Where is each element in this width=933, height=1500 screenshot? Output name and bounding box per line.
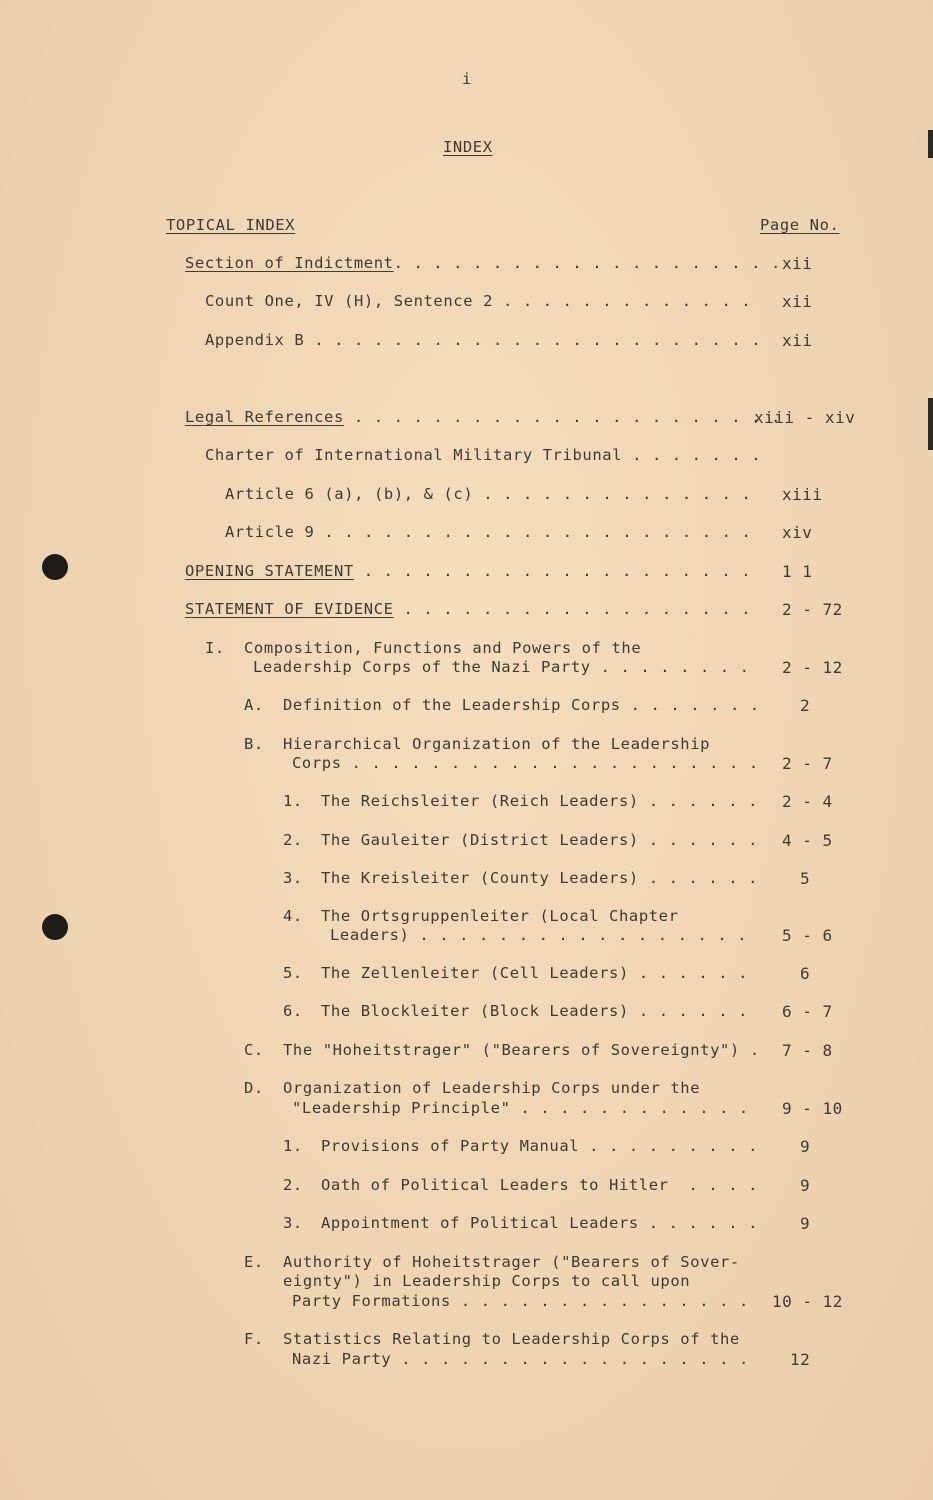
index-entry: [321, 792, 758, 811]
edge-mark: [928, 398, 933, 450]
entry-page: 6: [800, 964, 811, 983]
dot-leader: . . . . . . . . . . . . . . . . . . . .: [363, 562, 752, 580]
entry-text: Appointment of Political Leaders: [321, 1214, 639, 1232]
dot-leader: . . . . . . . . . . . . . . . . . . . . . .: [353, 408, 781, 426]
index-entry: [321, 964, 748, 983]
entry-page: 7 - 8: [782, 1041, 833, 1060]
entry-number: B.: [244, 735, 264, 753]
entry-page: 6 - 7: [782, 1002, 833, 1021]
dot-leader: . . . . . . . . . . . . . . . . . .: [403, 600, 752, 618]
entry-page: xiii - xiv: [754, 408, 856, 427]
dot-leader: . . . . . .: [648, 831, 759, 849]
index-entry: [283, 696, 760, 715]
punch-hole: [42, 914, 68, 940]
entry-text: Statistics Relating to Leadership Corps of the: [283, 1330, 740, 1348]
index-entry: [253, 658, 750, 677]
entry-number: I.: [205, 639, 225, 657]
edge-mark: [928, 130, 933, 158]
entry-page: xiv: [782, 523, 813, 542]
entry-number: 5.: [283, 964, 303, 982]
index-entry: [205, 446, 761, 465]
entry-page: xii: [782, 331, 813, 350]
entry-text: OPENING STATEMENT: [185, 562, 354, 580]
entry-number: 3.: [283, 869, 303, 887]
index-entry: [292, 754, 759, 773]
entry-text: Definition of the Leadership Corps: [283, 696, 621, 714]
entry-number: 2.: [283, 1176, 303, 1194]
entry-text: The "Hoheitstrager" ("Bearers of Sovereignty"): [283, 1041, 740, 1059]
dot-leader: . . . . . . . . . . . .: [520, 1099, 749, 1117]
dot-leader: . . . . . . . . . . . . .: [502, 292, 752, 310]
entry-text: Legal References: [185, 408, 344, 426]
entry-page: 9: [800, 1137, 811, 1156]
dot-leader: . . . . . . . . . . . . . . . . . . . . . .: [324, 523, 752, 541]
entry-page: 9 - 10: [782, 1099, 843, 1118]
entry-text: The Blockleiter (Block Leaders): [321, 1002, 629, 1020]
entry-text: Article 9: [225, 523, 315, 541]
entry-page: 2 - 7: [782, 754, 833, 773]
entry-text: The Zellenleiter (Cell Leaders): [321, 964, 629, 982]
punch-hole: [42, 554, 68, 580]
entry-text: Hierarchical Organization of the Leadership: [283, 735, 711, 753]
entry-page: xii: [782, 292, 813, 311]
entry-number: F.: [244, 1330, 264, 1348]
dot-leader: . . . . . . . . . . . . . . . . . . . . .: [351, 754, 759, 772]
page-no-heading: Page No.: [760, 216, 840, 234]
index-entry: [185, 254, 781, 273]
entry-page: 9: [800, 1176, 811, 1195]
index-entry: [205, 292, 751, 311]
index-entry: [321, 1176, 758, 1195]
entry-text-cont: Party Formations: [292, 1292, 451, 1310]
dot-leader: . . . . . . . . . . . . . . . . . .: [401, 1350, 749, 1368]
dot-leader: . . . . . . . . . . . . . . . . . . . .: [393, 254, 781, 272]
entry-page: 10 - 12: [772, 1292, 843, 1311]
page-title: INDEX: [443, 138, 493, 156]
entry-text-cont: Leaders): [330, 926, 410, 944]
entry-page: xiii: [782, 485, 823, 504]
entry-number: E.: [244, 1253, 264, 1271]
dot-leader: . . . . . . . . . . . . . . . . . . . . . . .: [314, 331, 762, 349]
entry-number: 4.: [283, 907, 303, 925]
entry-page: 9: [800, 1214, 811, 1233]
dot-leader: . . . . . . .: [630, 696, 760, 714]
dot-leader: . . . . . . .: [632, 446, 762, 464]
entry-text-cont: eignty") in Leadership Corps to call upon: [283, 1272, 691, 1290]
entry-page: 2 - 4: [782, 792, 833, 811]
entry-text: STATEMENT OF EVIDENCE: [185, 600, 394, 618]
index-entry: [321, 869, 758, 888]
index-entry: [330, 926, 747, 945]
entry-text: The Gauleiter (District Leaders): [321, 831, 639, 849]
entry-page: 2 - 72: [782, 600, 843, 619]
entry-text: Charter of International Military Tribunal: [205, 446, 623, 464]
dot-leader: . . . . . . . . . . . . . . . . .: [419, 926, 748, 944]
index-entry: [292, 1350, 749, 1369]
index-entry: [185, 562, 751, 581]
entry-number: 3.: [283, 1214, 303, 1232]
index-entry: [321, 1002, 748, 1021]
dot-leader: . . . . . .: [638, 1002, 749, 1020]
index-entry: [283, 1041, 760, 1060]
entry-page: 1 1: [782, 562, 813, 581]
index-entry: [205, 331, 761, 350]
entry-text: The Reichsleiter (Reich Leaders): [321, 792, 639, 810]
dot-leader: . . . . . .: [648, 792, 759, 810]
dot-leader: . . . . . .: [648, 869, 759, 887]
entry-text: The Kreisleiter (County Leaders): [321, 869, 639, 887]
entry-page: 5: [800, 869, 811, 888]
entry-text: Article 6 (a), (b), & (c): [225, 485, 474, 503]
entry-text: Provisions of Party Manual: [321, 1137, 580, 1155]
entry-number: D.: [244, 1079, 264, 1097]
entry-number: A.: [244, 696, 264, 714]
dot-leader: . . . . . .: [638, 964, 749, 982]
entry-page: 12: [790, 1350, 811, 1369]
index-entry: [321, 1137, 758, 1156]
entry-number: 6.: [283, 1002, 303, 1020]
entry-number: 1.: [283, 1137, 303, 1155]
topical-index-heading: TOPICAL INDEX: [166, 216, 296, 234]
index-entry: [225, 523, 751, 542]
entry-text: The Ortsgruppenleiter (Local Chapter: [321, 907, 679, 925]
entry-text: Appendix B: [205, 331, 305, 349]
entry-text: Authority of Hoheitstrager ("Bearers of Sover-: [283, 1253, 740, 1271]
index-entry: [321, 1214, 758, 1233]
dot-leader: . . . . . . . .: [600, 658, 750, 676]
entry-number: 2.: [283, 831, 303, 849]
index-entry: [185, 408, 781, 427]
dot-leader: . . . . . . . . . . . . . . .: [460, 1292, 749, 1310]
dot-leader: . . . . . . . . .: [589, 1137, 759, 1155]
entry-number: C.: [244, 1041, 264, 1059]
dot-leader: . . . . . .: [648, 1214, 759, 1232]
index-entry: [292, 1099, 749, 1118]
index-entry: [321, 831, 758, 850]
entry-text: Oath of Political Leaders to Hitler: [321, 1176, 669, 1194]
page-number: i: [462, 70, 472, 88]
entry-text-cont: "Leadership Principle": [292, 1099, 511, 1117]
entry-number: 1.: [283, 792, 303, 810]
dot-leader: . . . .: [688, 1176, 759, 1194]
dot-leader: . . . . . . . . . . . . . .: [483, 485, 752, 503]
entry-text: Organization of Leadership Corps under the: [283, 1079, 701, 1097]
entry-text-cont: Leadership Corps of the Nazi Party: [253, 658, 591, 676]
entry-text-cont: Corps: [292, 754, 342, 772]
index-entry: [185, 600, 751, 619]
entry-page: 4 - 5: [782, 831, 833, 850]
entry-page: 2: [800, 696, 811, 715]
index-entry: [292, 1292, 749, 1311]
index-entry: [225, 485, 751, 504]
entry-text: Count One, IV (H), Sentence 2: [205, 292, 494, 310]
entry-text: Section of Indictment: [185, 254, 394, 272]
entry-page: 2 - 12: [782, 658, 843, 677]
entry-page: xii: [782, 254, 813, 273]
entry-text: Composition, Functions and Powers of the: [244, 639, 642, 657]
entry-text-cont: Nazi Party: [292, 1350, 392, 1368]
entry-page: 5 - 6: [782, 926, 833, 945]
dot-leader: .: [749, 1041, 760, 1059]
